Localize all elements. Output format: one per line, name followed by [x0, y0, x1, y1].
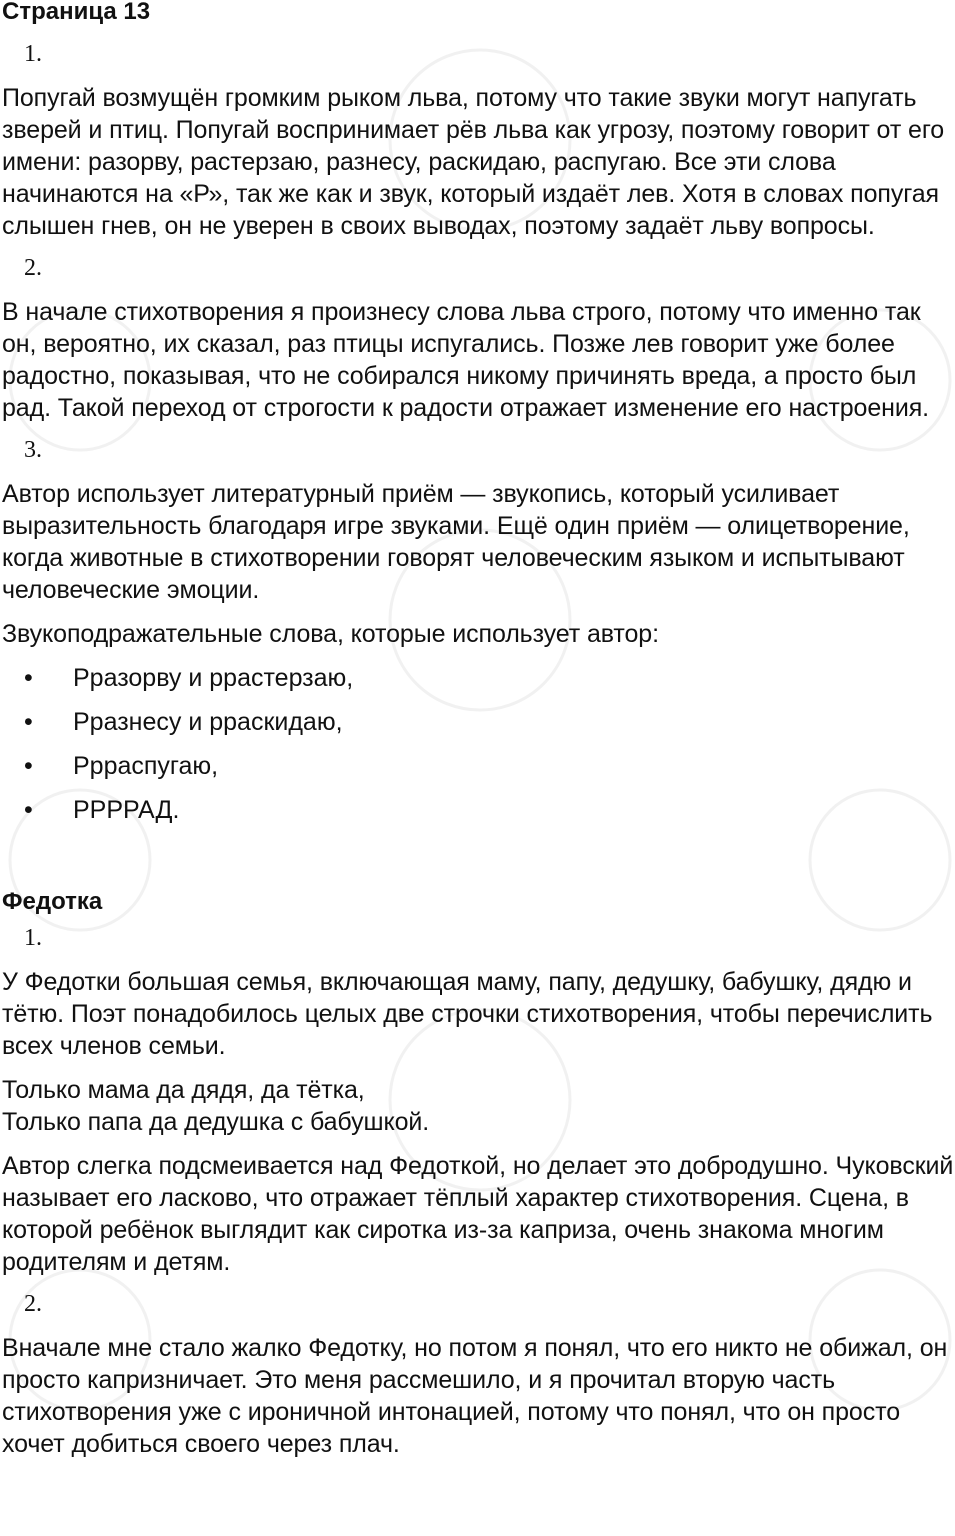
list-item	[2, 706, 955, 738]
question-number-2: 2.	[24, 1291, 42, 1317]
fedotka-answer-1-text: У Федотки большая семья, включающая маму, папу, дедушку, бабушку, дядю и тётю. Поэт понадобилось целых две строчки стихотворения, чтобы перечислить всех членов семьи.	[2, 968, 933, 1060]
list-intro: Звукоподражательные слова, которые использует автор:	[2, 620, 659, 648]
poem-line-2: Только папа да дедушка с бабушкой.	[2, 1108, 430, 1136]
answer-1-text: Попугай возмущён громким рыком льва, потому что такие звуки могут напугать зверей и птиц. Попугай воспринимает рёв льва как угрозу, поэтому говорит от его имени: разорву, растерзаю, разнесу, раскидаю, распугаю. Все эти слова начинаются на «Р», так же как и звук, который издаёт лев. Хотя в словах попугая слышен гнев, он не уверен в своих выводах, поэтому задаёт льву вопросы.	[2, 84, 945, 240]
fedotka-answer-1-text-2: Автор слегка подсмеивается над Федоткой, но делает это добродушно. Чуковский называет его ласково, что отражает тёплый характер стихотворения. Сцена, в которой ребёнок выглядит как сиротка из-за каприза, очень знакома многим родителям и детям.	[2, 1152, 954, 1276]
list-item-text: Рразнесу и рраскидаю,	[73, 708, 343, 736]
section-heading-fedotka: Федотка	[2, 888, 103, 915]
answer-2-text: В начале стихотворения я произнесу слова льва строго, потому что именно так он, вероятно, их сказал, раз птицы испугались. Позже лев говорит уже более радостно, показывая, что не собирался никому причинять вреда, а просто был рад. Такой переход от строгости к радости отражает изменение его настроения.	[2, 298, 929, 422]
poem-line-1: Только мама да дядя, да тётка,	[2, 1076, 365, 1104]
answer-3-text: Автор использует литературный приём — звукопись, который усиливает выразительность благодаря игре звуками. Ещё один приём — олицетворение, когда животные в стихотворении говорят человеческим языком и испытывают человеческие эмоции.	[2, 480, 910, 604]
question-number-1: 1.	[24, 41, 42, 67]
list-item	[2, 794, 955, 826]
list-item	[2, 662, 955, 694]
bullet-icon: •	[24, 664, 33, 692]
bullet-icon: •	[24, 752, 33, 780]
list-item-text: Рразорву и ррастерзаю,	[73, 664, 354, 692]
poem-quote	[2, 1074, 955, 1138]
page-heading: Страница 13	[2, 0, 151, 25]
bullet-icon: •	[24, 708, 33, 736]
question-number-2: 2.	[24, 255, 42, 281]
question-number-1: 1.	[24, 925, 42, 951]
list-item-text: Ррраспугаю,	[73, 752, 219, 780]
list-item-text: РРРРАД.	[73, 796, 180, 824]
bullet-icon: •	[24, 796, 33, 824]
onomatopoeia-list	[2, 662, 955, 826]
fedotka-answer-2-text: Вначале мне стало жалко Федотку, но потом я понял, что его никто не обижал, он просто капризничает. Это меня рассмешило, и я прочитал вторую часть стихотворения уже с ироничной интонацией, потому что понял, что он просто хочет добиться своего через плач.	[2, 1334, 948, 1458]
question-number-3: 3.	[24, 437, 42, 463]
list-item	[2, 750, 955, 782]
document-content	[2, 0, 955, 1460]
